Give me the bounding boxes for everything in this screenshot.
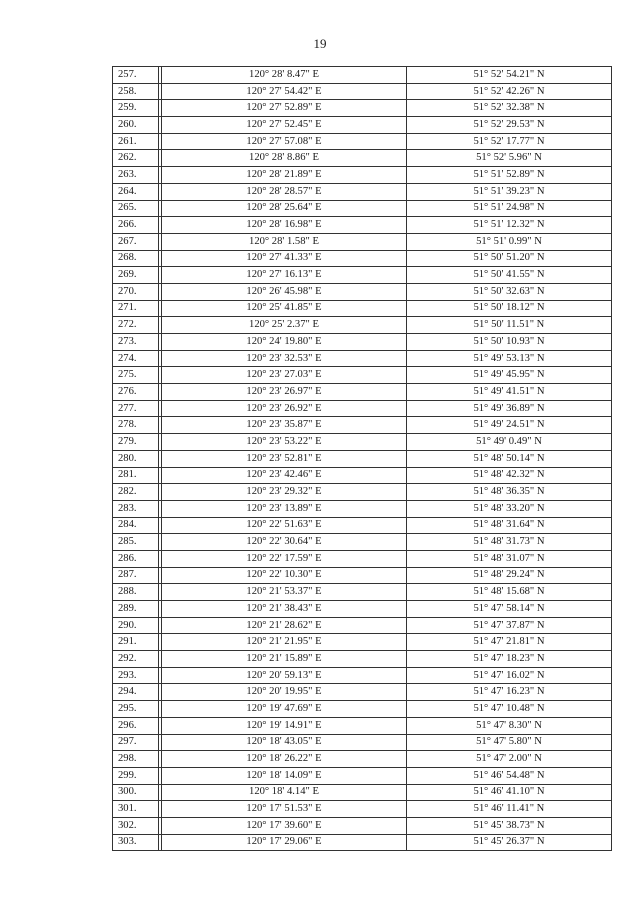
page-number: 19	[313, 36, 327, 51]
longitude-cell: 120° 23' 29.32" E	[162, 484, 407, 501]
longitude-cell: 120° 18' 43.05" E	[162, 734, 407, 751]
point-number-cell: 300.	[113, 784, 159, 801]
longitude-cell: 120° 18' 4.14" E	[162, 784, 407, 801]
latitude-cell: 51° 52' 17.77" N	[407, 133, 612, 150]
longitude-cell: 120° 23' 32.53" E	[162, 350, 407, 367]
table-row	[113, 767, 612, 784]
point-number-cell: 266.	[113, 217, 159, 234]
point-number-cell: 292.	[113, 651, 159, 668]
point-number-cell: 270.	[113, 283, 159, 300]
table-row	[113, 751, 612, 768]
point-number-cell: 297.	[113, 734, 159, 751]
table-row	[113, 784, 612, 801]
point-number-cell: 261.	[113, 133, 159, 150]
point-number-cell: 276.	[113, 384, 159, 401]
latitude-cell: 51° 47' 16.02" N	[407, 667, 612, 684]
longitude-cell: 120° 23' 35.87" E	[162, 417, 407, 434]
latitude-cell: 51° 49' 53.13" N	[407, 350, 612, 367]
longitude-cell: 120° 24' 19.80" E	[162, 334, 407, 351]
point-number-cell: 263.	[113, 167, 159, 184]
point-number-cell: 291.	[113, 634, 159, 651]
longitude-cell: 120° 27' 54.42" E	[162, 83, 407, 100]
longitude-cell: 120° 28' 8.47" E	[162, 67, 407, 84]
latitude-cell: 51° 48' 31.73" N	[407, 534, 612, 551]
table-row	[113, 67, 612, 84]
point-number-cell: 285.	[113, 534, 159, 551]
latitude-cell: 51° 48' 36.35" N	[407, 484, 612, 501]
longitude-cell: 120° 23' 13.89" E	[162, 500, 407, 517]
longitude-cell: 120° 21' 38.43" E	[162, 601, 407, 618]
point-number-cell: 286.	[113, 550, 159, 567]
longitude-cell: 120° 23' 52.81" E	[162, 450, 407, 467]
longitude-cell: 120° 27' 41.33" E	[162, 250, 407, 267]
longitude-cell: 120° 27' 57.08" E	[162, 133, 407, 150]
table-row	[113, 334, 612, 351]
point-number-cell: 268.	[113, 250, 159, 267]
table-row	[113, 601, 612, 618]
latitude-cell: 51° 47' 37.87" N	[407, 617, 612, 634]
longitude-cell: 120° 17' 39.60" E	[162, 817, 407, 834]
longitude-cell: 120° 21' 21.95" E	[162, 634, 407, 651]
point-number-cell: 302.	[113, 817, 159, 834]
longitude-cell: 120° 23' 26.97" E	[162, 384, 407, 401]
table-row	[113, 534, 612, 551]
latitude-cell: 51° 50' 32.63" N	[407, 283, 612, 300]
point-number-cell: 258.	[113, 83, 159, 100]
longitude-cell: 120° 25' 41.85" E	[162, 300, 407, 317]
longitude-cell: 120° 27' 52.89" E	[162, 100, 407, 117]
point-number-cell: 271.	[113, 300, 159, 317]
point-number-cell: 264.	[113, 183, 159, 200]
longitude-cell: 120° 28' 28.57" E	[162, 183, 407, 200]
table-row	[113, 684, 612, 701]
point-number-cell: 295.	[113, 701, 159, 718]
table-row	[113, 817, 612, 834]
longitude-cell: 120° 23' 42.46" E	[162, 467, 407, 484]
longitude-cell: 120° 21' 28.62" E	[162, 617, 407, 634]
longitude-cell: 120° 21' 53.37" E	[162, 584, 407, 601]
longitude-cell: 120° 19' 14.91" E	[162, 717, 407, 734]
point-number-cell: 284.	[113, 517, 159, 534]
longitude-cell: 120° 17' 51.53" E	[162, 801, 407, 818]
longitude-cell: 120° 17' 29.06" E	[162, 834, 407, 851]
longitude-cell: 120° 22' 10.30" E	[162, 567, 407, 584]
latitude-cell: 51° 48' 50.14" N	[407, 450, 612, 467]
point-number-cell: 277.	[113, 400, 159, 417]
latitude-cell: 51° 49' 41.51" N	[407, 384, 612, 401]
longitude-cell: 120° 28' 16.98" E	[162, 217, 407, 234]
latitude-cell: 51° 52' 29.53" N	[407, 117, 612, 134]
latitude-cell: 51° 51' 12.32" N	[407, 217, 612, 234]
latitude-cell: 51° 46' 11.41" N	[407, 801, 612, 818]
latitude-cell: 51° 47' 21.81" N	[407, 634, 612, 651]
latitude-cell: 51° 50' 51.20" N	[407, 250, 612, 267]
point-number-cell: 287.	[113, 567, 159, 584]
point-number-cell: 288.	[113, 584, 159, 601]
point-number-cell: 301.	[113, 801, 159, 818]
point-number-cell: 282.	[113, 484, 159, 501]
latitude-cell: 51° 48' 33.20" N	[407, 500, 612, 517]
longitude-cell: 120° 18' 14.09" E	[162, 767, 407, 784]
longitude-cell: 120° 18' 26.22" E	[162, 751, 407, 768]
table-row	[113, 734, 612, 751]
latitude-cell: 51° 51' 24.98" N	[407, 200, 612, 217]
longitude-cell: 120° 27' 16.13" E	[162, 267, 407, 284]
table-row	[113, 283, 612, 300]
latitude-cell: 51° 51' 0.99" N	[407, 233, 612, 250]
longitude-cell: 120° 28' 21.89" E	[162, 167, 407, 184]
table-row	[113, 350, 612, 367]
point-number-cell: 260.	[113, 117, 159, 134]
latitude-cell: 51° 46' 54.48" N	[407, 767, 612, 784]
table-row	[113, 484, 612, 501]
point-number-cell: 278.	[113, 417, 159, 434]
point-number-cell: 293.	[113, 667, 159, 684]
table-row	[113, 834, 612, 851]
table-row	[113, 517, 612, 534]
latitude-cell: 51° 47' 10.48" N	[407, 701, 612, 718]
longitude-cell: 120° 28' 1.58" E	[162, 233, 407, 250]
latitude-cell: 51° 49' 24.51" N	[407, 417, 612, 434]
latitude-cell: 51° 51' 52.89" N	[407, 167, 612, 184]
longitude-cell: 120° 28' 8.86" E	[162, 150, 407, 167]
point-number-cell: 298.	[113, 751, 159, 768]
latitude-cell: 51° 49' 36.89" N	[407, 400, 612, 417]
latitude-cell: 51° 48' 15.68" N	[407, 584, 612, 601]
table-row	[113, 584, 612, 601]
coordinates-table	[112, 66, 612, 851]
point-number-cell: 280.	[113, 450, 159, 467]
table-row	[113, 133, 612, 150]
table-row	[113, 667, 612, 684]
point-number-cell: 296.	[113, 717, 159, 734]
point-number-cell: 294.	[113, 684, 159, 701]
point-number-cell: 259.	[113, 100, 159, 117]
latitude-cell: 51° 50' 41.55" N	[407, 267, 612, 284]
table-row	[113, 367, 612, 384]
latitude-cell: 51° 47' 18.23" N	[407, 651, 612, 668]
longitude-cell: 120° 28' 25.64" E	[162, 200, 407, 217]
table-row	[113, 634, 612, 651]
latitude-cell: 51° 50' 18.12" N	[407, 300, 612, 317]
point-number-cell: 262.	[113, 150, 159, 167]
longitude-cell: 120° 22' 30.64" E	[162, 534, 407, 551]
table-row	[113, 217, 612, 234]
latitude-cell: 51° 47' 2.00" N	[407, 751, 612, 768]
latitude-cell: 51° 45' 26.37" N	[407, 834, 612, 851]
table-row	[113, 233, 612, 250]
point-number-cell: 267.	[113, 233, 159, 250]
latitude-cell: 51° 52' 54.21" N	[407, 67, 612, 84]
longitude-cell: 120° 20' 59.13" E	[162, 667, 407, 684]
table-row	[113, 117, 612, 134]
table-row	[113, 717, 612, 734]
table-row	[113, 400, 612, 417]
table-row	[113, 467, 612, 484]
latitude-cell: 51° 48' 29.24" N	[407, 567, 612, 584]
table-row	[113, 167, 612, 184]
point-number-cell: 289.	[113, 601, 159, 618]
latitude-cell: 51° 48' 31.07" N	[407, 550, 612, 567]
longitude-cell: 120° 20' 19.95" E	[162, 684, 407, 701]
longitude-cell: 120° 23' 27.03" E	[162, 367, 407, 384]
table-row	[113, 651, 612, 668]
table-row	[113, 100, 612, 117]
longitude-cell: 120° 22' 51.63" E	[162, 517, 407, 534]
longitude-cell: 120° 22' 17.59" E	[162, 550, 407, 567]
latitude-cell: 51° 51' 39.23" N	[407, 183, 612, 200]
latitude-cell: 51° 52' 32.38" N	[407, 100, 612, 117]
table-row	[113, 150, 612, 167]
table-row	[113, 434, 612, 451]
table-row	[113, 300, 612, 317]
longitude-cell: 120° 27' 52.45" E	[162, 117, 407, 134]
table-row	[113, 801, 612, 818]
longitude-cell: 120° 19' 47.69" E	[162, 701, 407, 718]
point-number-cell: 275.	[113, 367, 159, 384]
table-row	[113, 701, 612, 718]
point-number-cell: 272.	[113, 317, 159, 334]
point-number-cell: 303.	[113, 834, 159, 851]
table-row	[113, 267, 612, 284]
table-row	[113, 417, 612, 434]
latitude-cell: 51° 47' 5.80" N	[407, 734, 612, 751]
table-row	[113, 550, 612, 567]
latitude-cell: 51° 52' 42.26" N	[407, 83, 612, 100]
latitude-cell: 51° 50' 11.51" N	[407, 317, 612, 334]
latitude-cell: 51° 48' 42.32" N	[407, 467, 612, 484]
point-number-cell: 265.	[113, 200, 159, 217]
latitude-cell: 51° 49' 45.95" N	[407, 367, 612, 384]
longitude-cell: 120° 26' 45.98" E	[162, 283, 407, 300]
table-row	[113, 83, 612, 100]
point-number-cell: 279.	[113, 434, 159, 451]
table-row	[113, 250, 612, 267]
latitude-cell: 51° 48' 31.64" N	[407, 517, 612, 534]
latitude-cell: 51° 47' 58.14" N	[407, 601, 612, 618]
table-row	[113, 317, 612, 334]
latitude-cell: 51° 52' 5.96" N	[407, 150, 612, 167]
point-number-cell: 290.	[113, 617, 159, 634]
point-number-cell: 269.	[113, 267, 159, 284]
table-row	[113, 183, 612, 200]
point-number-cell: 273.	[113, 334, 159, 351]
point-number-cell: 257.	[113, 67, 159, 84]
longitude-cell: 120° 23' 26.92" E	[162, 400, 407, 417]
table-row	[113, 500, 612, 517]
table-row	[113, 567, 612, 584]
longitude-cell: 120° 23' 53.22" E	[162, 434, 407, 451]
latitude-cell: 51° 47' 8.30" N	[407, 717, 612, 734]
table-row	[113, 450, 612, 467]
table-row	[113, 617, 612, 634]
table-row	[113, 200, 612, 217]
table-row	[113, 384, 612, 401]
point-number-cell: 274.	[113, 350, 159, 367]
latitude-cell: 51° 45' 38.73" N	[407, 817, 612, 834]
point-number-cell: 299.	[113, 767, 159, 784]
latitude-cell: 51° 47' 16.23" N	[407, 684, 612, 701]
latitude-cell: 51° 46' 41.10" N	[407, 784, 612, 801]
coordinates-table-body	[113, 67, 612, 851]
latitude-cell: 51° 49' 0.49" N	[407, 434, 612, 451]
point-number-cell: 281.	[113, 467, 159, 484]
longitude-cell: 120° 25' 2.37" E	[162, 317, 407, 334]
latitude-cell: 51° 50' 10.93" N	[407, 334, 612, 351]
longitude-cell: 120° 21' 15.89" E	[162, 651, 407, 668]
point-number-cell: 283.	[113, 500, 159, 517]
